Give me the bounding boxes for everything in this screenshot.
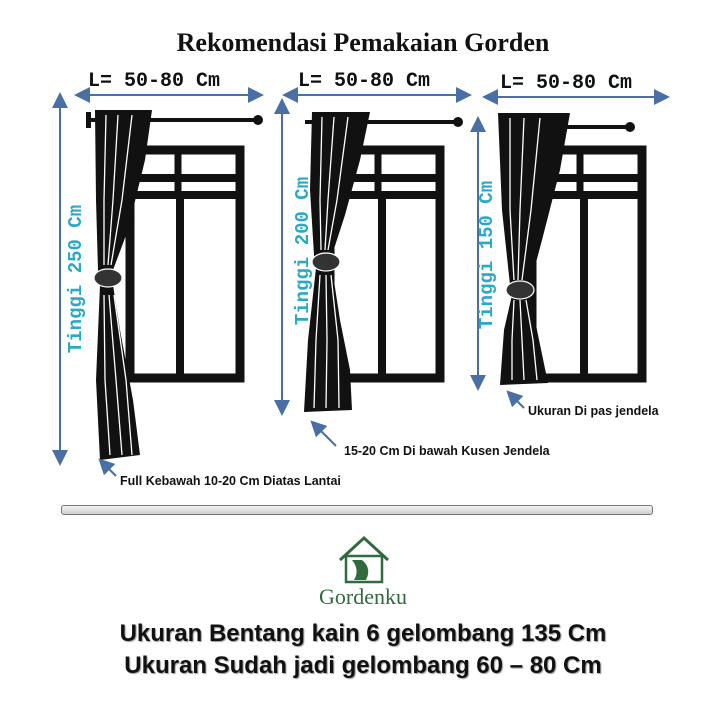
- bottom-line-1: Ukuran Bentang kain 6 gelombang 135 Cm: [119, 620, 607, 647]
- curtain-tieback: [94, 269, 122, 287]
- bottom-line-2: Ukuran Sudah jadi gelombang 60 – 80 Cm: [124, 652, 602, 679]
- height-label-1: Tinggi 250 Cm: [65, 204, 87, 354]
- note-1: Full Kebawah 10-20 Cm Diatas Lantai: [120, 474, 341, 488]
- house-curtain-logo-icon: [340, 538, 388, 582]
- note-arrow: [104, 464, 116, 476]
- brand-name: Gordenku: [319, 584, 407, 609]
- width-label-3: L= 50-80 Cm: [500, 72, 633, 95]
- note-2: 15-20 Cm Di bawah Kusen Jendela: [344, 444, 550, 458]
- window-frame: [130, 150, 240, 378]
- note-3: Ukuran Di pas jendela: [528, 404, 659, 418]
- height-label-3: Tinggi 150 Cm: [476, 180, 498, 330]
- page-title: Rekomendasi Pemakaian Gorden: [176, 28, 550, 57]
- panel-3-drawing: [478, 97, 662, 408]
- width-label-1: L= 50-80 Cm: [88, 70, 221, 93]
- divider-bar: [61, 505, 653, 515]
- height-label-2: Tinggi 200 Cm: [292, 176, 314, 326]
- panel-1-drawing: [60, 95, 263, 476]
- width-label-2: L= 50-80 Cm: [298, 70, 431, 93]
